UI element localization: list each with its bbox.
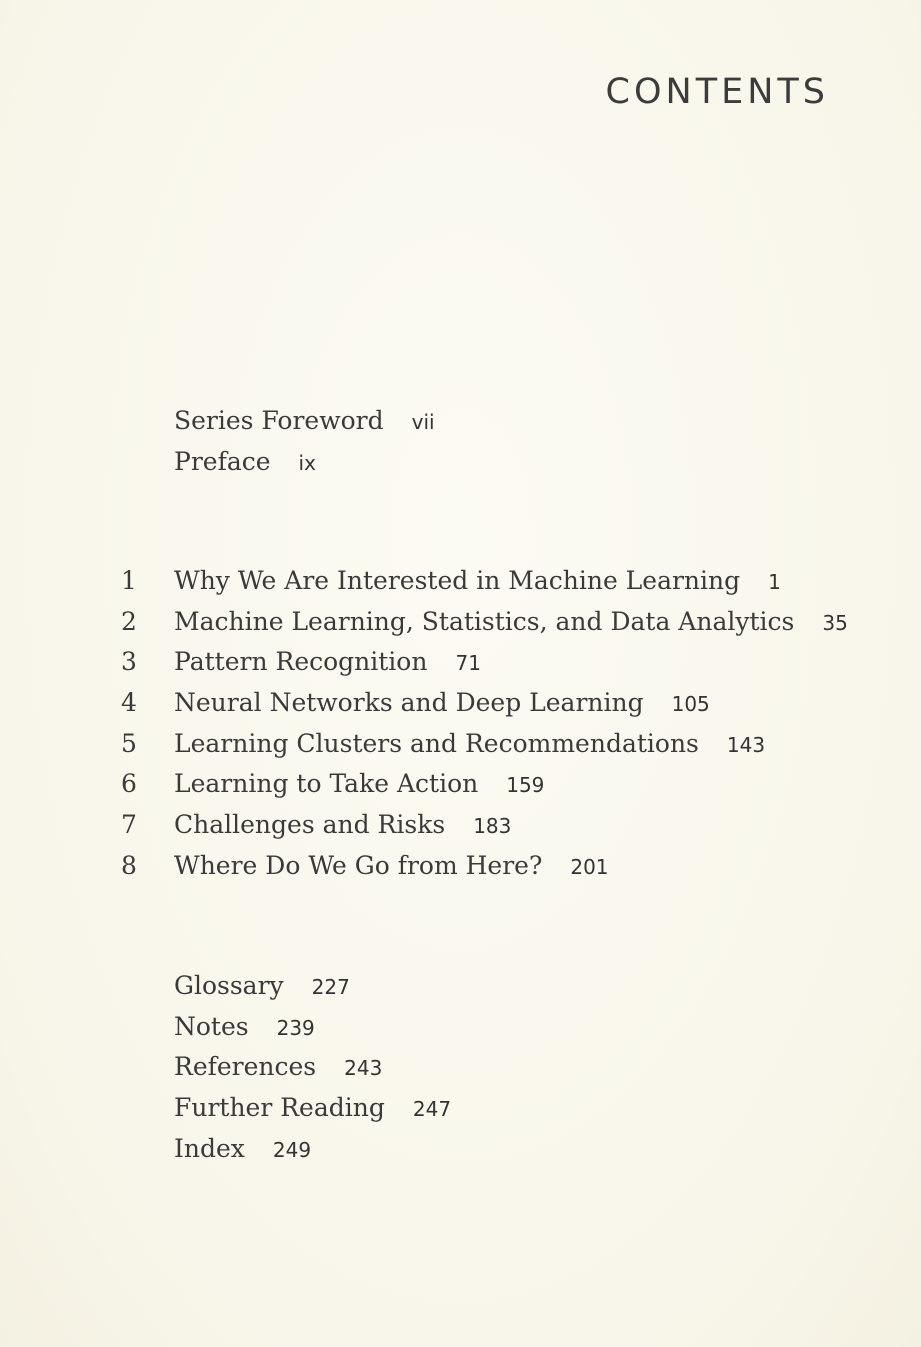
chapter-title: Challenges and Risks — [174, 810, 446, 840]
toc-entry-chapter-2[interactable] — [0, 604, 921, 645]
chapter-page-number: 35 — [822, 610, 848, 635]
entry-title: References — [174, 1052, 317, 1082]
entry-title: Series Foreword — [174, 406, 384, 435]
toc-entry-notes[interactable] — [0, 1009, 921, 1050]
toc-entry-chapter-4[interactable] — [0, 685, 921, 726]
chapter-number: 1 — [121, 566, 137, 595]
toc-entry-index[interactable] — [0, 1131, 921, 1172]
chapter-number: 4 — [121, 688, 137, 718]
entry-page-number: 227 — [311, 975, 350, 999]
chapter-title: Why We Are Interested in Machine Learning — [174, 566, 741, 595]
entry-title: Notes — [174, 1011, 249, 1041]
toc-entry-chapter-1[interactable] — [0, 563, 921, 604]
chapter-title: Neural Networks and Deep Learning — [174, 688, 644, 718]
chapter-page-number: 105 — [671, 692, 710, 717]
chapter-page-number: 183 — [473, 814, 512, 839]
entry-page-number: ix — [298, 450, 316, 475]
chapter-title: Machine Learning, Statistics, and Data Analytics — [174, 606, 795, 636]
back-matter-list — [0, 968, 921, 1171]
entry-title: Preface — [174, 446, 271, 476]
chapter-title: Learning Clusters and Recommendations — [174, 728, 699, 758]
toc-entry-chapter-7[interactable] — [0, 807, 921, 848]
entry-page-number: 239 — [276, 1015, 315, 1040]
toc-entry-glossary[interactable] — [0, 968, 921, 1009]
toc-entry-preface[interactable] — [0, 444, 921, 485]
chapter-number: 6 — [121, 769, 137, 799]
chapter-list — [0, 563, 921, 889]
chapter-title: Where Do We Go from Here? — [174, 850, 543, 880]
chapter-page-number: 1 — [768, 570, 781, 594]
entry-page-number: 249 — [272, 1137, 312, 1162]
chapter-number: 2 — [121, 606, 137, 636]
entry-page-number: 247 — [412, 1097, 452, 1122]
entry-page-number: 243 — [344, 1056, 383, 1081]
chapter-number: 7 — [121, 810, 137, 840]
chapter-number: 3 — [121, 647, 137, 677]
chapter-number: 5 — [121, 728, 137, 758]
toc-entry-chapter-8[interactable] — [0, 848, 921, 889]
entry-page-number: vii — [411, 410, 435, 434]
toc-entry-chapter-6[interactable] — [0, 766, 921, 807]
chapter-number: 8 — [121, 850, 137, 880]
toc-entry-chapter-3[interactable] — [0, 644, 921, 685]
chapter-title: Pattern Recognition — [174, 647, 428, 677]
front-matter-list — [0, 403, 921, 484]
chapter-page-number: 159 — [506, 773, 545, 798]
entry-title: Glossary — [174, 971, 284, 1000]
chapter-page-number: 201 — [570, 854, 609, 879]
toc-entry-further-reading[interactable] — [0, 1090, 921, 1131]
toc-entry-references[interactable] — [0, 1049, 921, 1090]
chapter-page-number: 143 — [726, 732, 766, 757]
entry-title: Index — [174, 1133, 245, 1163]
page-title: CONTENTS — [605, 72, 829, 112]
toc-entry-series-foreword[interactable] — [0, 403, 921, 444]
toc-entry-chapter-5[interactable] — [0, 726, 921, 767]
chapter-title: Learning to Take Action — [174, 769, 479, 799]
entry-title: Further Reading — [174, 1093, 385, 1123]
chapter-page-number: 71 — [455, 651, 481, 676]
